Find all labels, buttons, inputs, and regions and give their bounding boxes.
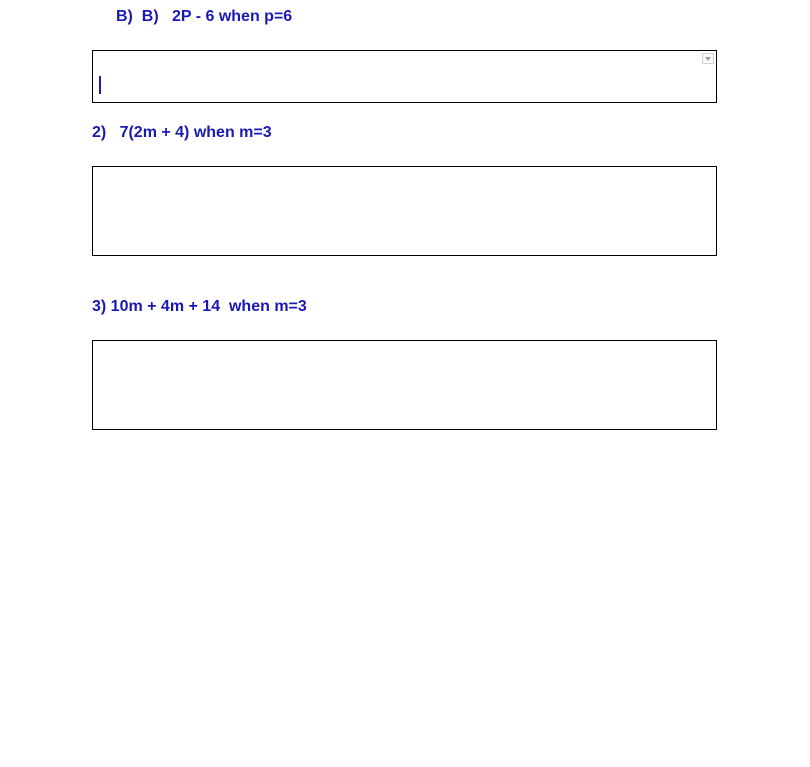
answer-box-3[interactable] bbox=[92, 340, 717, 430]
answer-box-b[interactable] bbox=[92, 50, 717, 103]
answer-box-2[interactable] bbox=[92, 166, 717, 256]
question-2-label: 2) 7(2m + 4) when m=3 bbox=[92, 124, 272, 141]
question-b-label: B) B) 2P - 6 when p=6 bbox=[116, 8, 293, 25]
chevron-down-icon[interactable] bbox=[702, 53, 714, 64]
question-3-label: 3) 10m + 4m + 14 when m=3 bbox=[92, 298, 307, 315]
text-cursor bbox=[99, 76, 101, 94]
